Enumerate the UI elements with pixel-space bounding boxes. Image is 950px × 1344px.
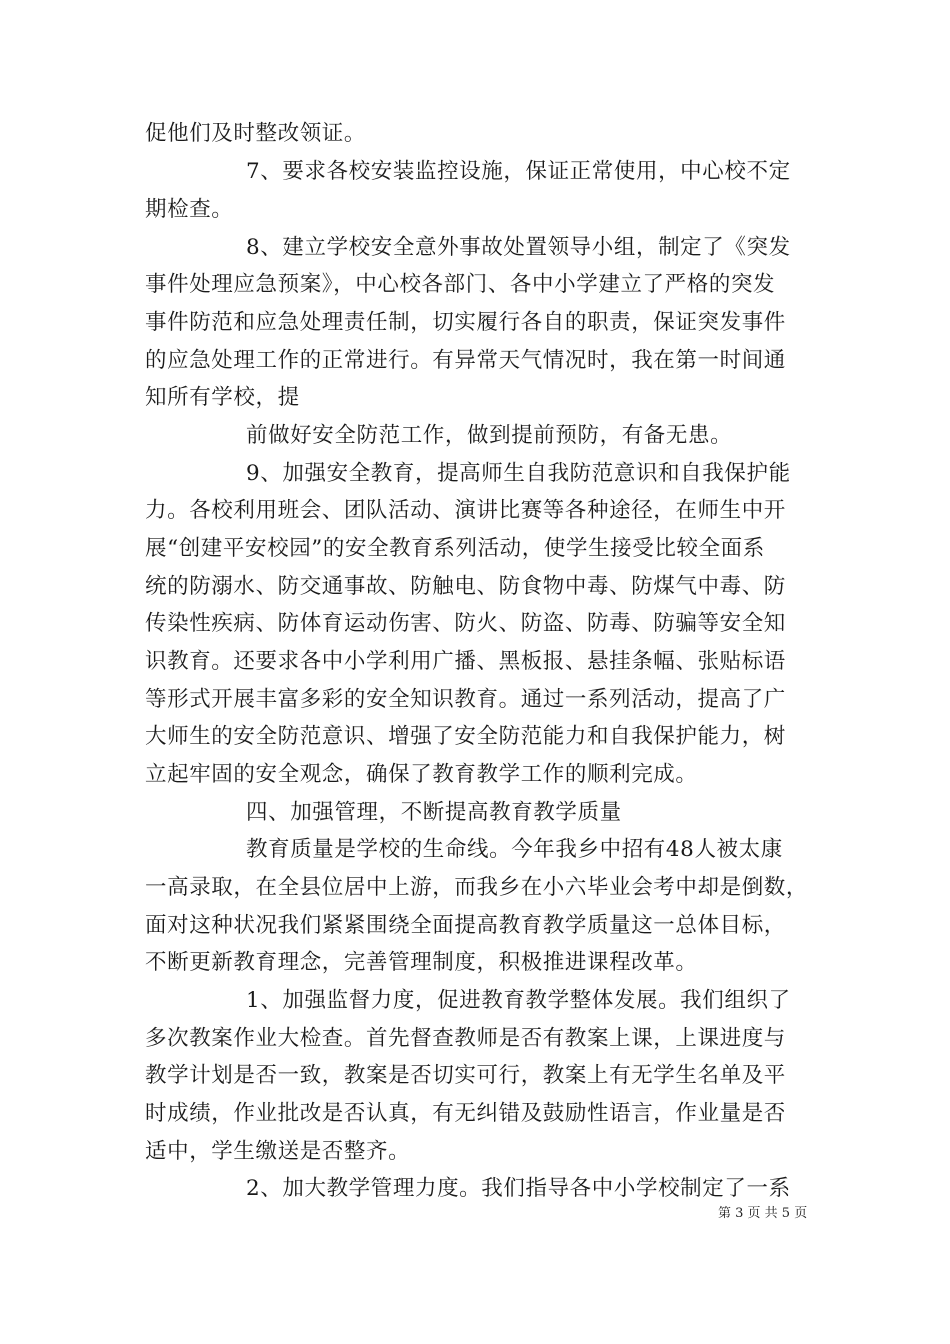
section-heading: 四、加强管理，不断提高教育教学质量 <box>246 800 622 825</box>
text-line: 适中，学生缴送是否整齐。 <box>145 1139 411 1164</box>
text-line: 力。各校利用班会、团队活动、演讲比赛等各种途径，在师生中开 <box>145 498 786 523</box>
text-line: 教育质量是学校的生命线。今年我乡中招有48人被太康 <box>246 837 783 862</box>
text-line: 事件防范和应急处理责任制，切实履行各自的职责，保证突发事件 <box>145 310 786 335</box>
text-line: 7、要求各校安装监控设施，保证正常使用，中心校不定 <box>246 159 791 184</box>
text-line: 的应急处理工作的正常进行。有异常天气情况时，我在第一时间通 <box>145 348 786 373</box>
page-number-footer: 第 3 页 共 5 页 <box>718 1206 808 1221</box>
text-line: 不断更新教育理念，完善管理制度，积极推进课程改革。 <box>145 950 698 975</box>
text-line: 时成绩，作业批改是否认真，有无纠错及鼓励性语言，作业量是否 <box>145 1101 786 1126</box>
text-line: 识教育。还要求各中小学利用广播、黑板报、悬挂条幅、张贴标语 <box>145 649 786 674</box>
text-line: 知所有学校，提 <box>145 385 300 410</box>
text-line: 大师生的安全防范意识、增强了安全防范能力和自我保护能力，树 <box>145 724 786 749</box>
text-line: 一高录取，在全县位居中上游，而我乡在小六毕业会考中却是倒数， <box>145 875 809 900</box>
text-line: 2、加大教学管理力度。我们指导各中小学校制定了一系 <box>246 1176 791 1201</box>
text-line: 教学计划是否一致，教案是否切实可行，教案上有无学生名单及平 <box>145 1063 786 1088</box>
text-line: 面对这种状况我们紧紧围绕全面提高教育教学质量这一总体目标， <box>145 913 786 938</box>
text-line: 展“创建平安校园”的安全教育系列活动，使学生接受比较全面系 <box>145 536 765 561</box>
text-line: 传染性疾病、防体育运动伤害、防火、防盗、防毒、防骗等安全知 <box>145 611 786 636</box>
text-line: 1、加强监督力度，促进教育教学整体发展。我们组织了 <box>246 988 791 1013</box>
text-line: 期检查。 <box>145 197 234 222</box>
text-line: 前做好安全防范工作，做到提前预防，有备无患。 <box>246 423 733 448</box>
text-line: 统的防溺水、防交通事故、防触电、防食物中毒、防煤气中毒、防 <box>145 574 786 599</box>
text-line: 促他们及时整改领证。 <box>145 121 367 146</box>
text-line: 8、建立学校安全意外事故处置领导小组，制定了《突发 <box>246 235 791 260</box>
text-line: 多次教案作业大检查。首先督查教师是否有教案上课，上课进度与 <box>145 1026 786 1051</box>
text-line: 立起牢固的安全观念，确保了教育教学工作的顺利完成。 <box>145 762 698 787</box>
text-line: 等形式开展丰富多彩的安全知识教育。通过一系列活动，提高了广 <box>145 687 786 712</box>
text-line: 9、加强安全教育，提高师生自我防范意识和自我保护能 <box>246 461 791 486</box>
text-line: 事件处理应急预案》，中心校各部门、各中小学建立了严格的突发 <box>145 272 776 297</box>
